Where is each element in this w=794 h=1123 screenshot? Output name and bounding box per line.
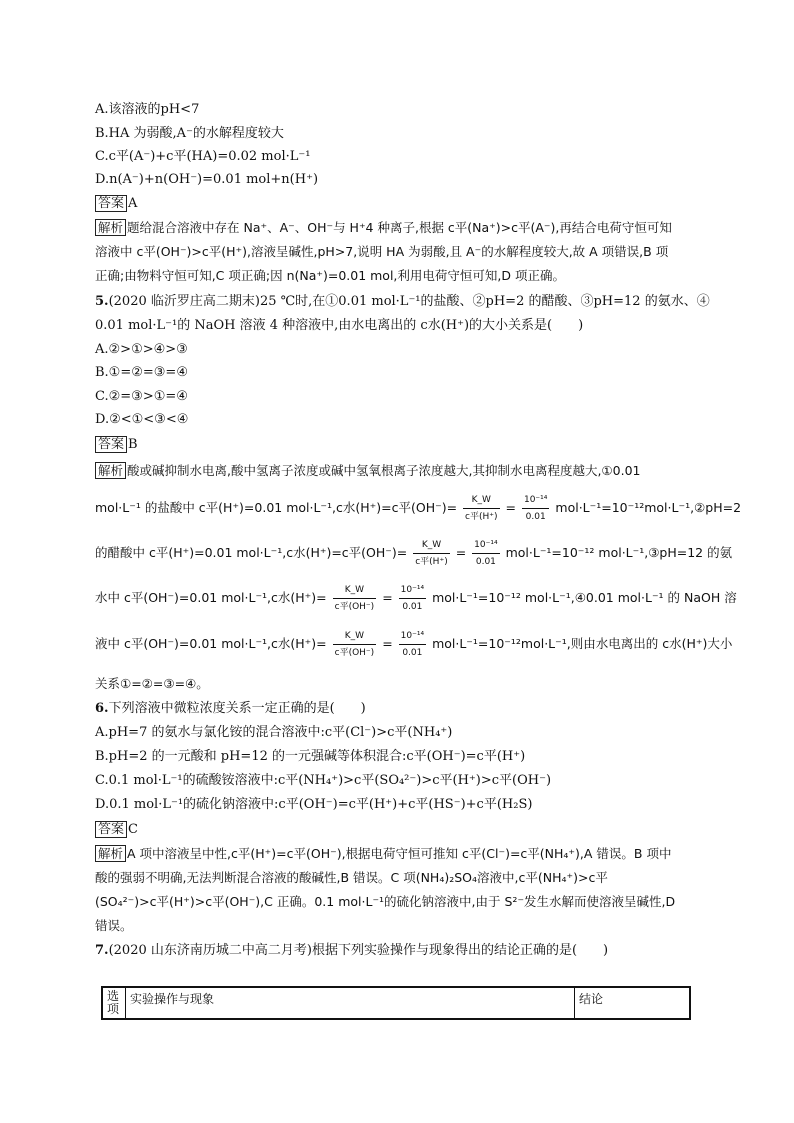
q4-option-c: C.c平(A⁻)+c平(HA)=0.02 mol·L⁻¹ [95, 149, 311, 164]
q5-analysis-line-3: 的醋酸中 c平(H⁺)=0.01 mol·L⁻¹,c水(H⁺)=c平(OH⁻)= $\frac{K\_W}{\text{c平(H⁺)}}$ = $\frac{\text{10⁻¹⁴}}{0.01}$ mol·L⁻¹=10⁻¹² mol·L⁻¹,③pH=12 的氨 [95, 537, 732, 570]
q7-table [101, 986, 691, 1020]
table-header-row [102, 987, 690, 1019]
analysis-tag: 解析 [95, 462, 126, 479]
kw-fraction: $\frac{K\_W}{\text{c平(H⁺)}}$ [463, 492, 500, 525]
q5-analysis-line-1: 解析 酸或碱抑制水电离,酸中氢离子浓度或碱中氢氧根离子浓度越大,其抑制水电离程度越大,①0.01 [95, 462, 640, 479]
analysis-tag: 解析 [95, 219, 126, 236]
q4-analysis-line-3: 正确;由物料守恒可知,C 项正确;因 n(Na⁺)=0.01 mol,利用电荷守恒可知,D 项正确。 [95, 268, 565, 283]
q4-answer-row [95, 195, 137, 212]
q5-answer: B [128, 437, 138, 452]
q6-option-b: B.pH=2 的一元酸和 pH=12 的一元强碱等体积混合:c平(OH⁻)=c平(H⁺) [95, 749, 526, 764]
q5-option-b: B.①=②=③=④ [95, 365, 188, 380]
q5-number: 5. [95, 294, 109, 309]
q5-answer-row [95, 436, 138, 453]
q6-option-a: A.pH=7 的氨水与氯化铵的混合溶液中:c平(Cl⁻)>c平(NH₄⁺) [95, 725, 453, 740]
q6-analysis-line-4: 错误。 [95, 918, 133, 933]
value-fraction: $\frac{\text{10⁻¹⁴}}{0.01}$ [399, 582, 426, 615]
q5-option-d: D.②<①<③<④ [95, 412, 189, 427]
q5-analysis-line-6: 关系①=②=③=④。 [95, 676, 209, 691]
kw-fraction: $\frac{K\_W}{\text{c平(OH⁻)}}$ [333, 628, 377, 661]
q6-option-c: C.0.1 mol·L⁻¹的硫酸铵溶液中:c平(NH₄⁺)>c平(SO₄²⁻)>c平(H⁺)>c平(OH⁻) [95, 773, 552, 788]
q5-option-a: A.②>①>④>③ [95, 342, 188, 357]
q6-analysis-line-1: 解析 A 项中溶液呈中性,c平(H⁺)=c平(OH⁻),根据电荷守恒可推知 c平(Cl⁻)=c平(NH₄⁺),A 错误。B 项中 [95, 845, 671, 862]
q4-analysis-line-1: 解析 题给混合溶液中存在 Na⁺、A⁻、OH⁻与 H⁺4 种离子,根据 c平(Na⁺)>c平(A⁻),再结合电荷守恒可知 [95, 219, 672, 236]
q5-stem-line-2: 0.01 mol·L⁻¹的 NaOH 溶液 4 种溶液中,由水电离出的 c水(H⁺)的大小关系是( ) [95, 318, 584, 333]
q7-number: 7. [95, 943, 109, 958]
q5-stem-line-1: 5.(2020 临沂罗庄高二期末)25 ℃时,在①0.01 mol·L⁻¹的盐酸、②pH=2 的醋酸、③pH=12 的氨水、④ [95, 294, 710, 309]
q6-analysis-line-2: 酸的强弱不明确,无法判断混合溶液的酸碱性,B 错误。C 项(NH₄)₂SO₄溶液中,c平(NH₄⁺)>c平 [95, 870, 608, 885]
q4-option-a: A.该溶液的pH<7 [95, 102, 200, 117]
q7-stem: 7.(2020 山东济南历城二中高二月考)根据下列实验操作与现象得出的结论正确的是( ) [95, 943, 609, 958]
kw-fraction: $\frac{K\_W}{\text{c平(H⁺)}}$ [413, 537, 450, 570]
q5-analysis-line-4: 水中 c平(OH⁻)=0.01 mol·L⁻¹,c水(H⁺)= $\frac{K\_W}{\text{c平(OH⁻)}}$ = $\frac{\text{10⁻¹⁴}}{0.01}$ mol·L⁻¹=10⁻¹² mol·L⁻¹,④0.01 mol·L⁻¹ 的 NaOH 溶 [95, 582, 737, 615]
answer-tag: 答案 [95, 436, 127, 453]
value-fraction: $\frac{\text{10⁻¹⁴}}{0.01}$ [472, 537, 499, 570]
header-operation: 实验操作与现象 [126, 987, 575, 1019]
q6-answer: C [128, 822, 138, 837]
kw-fraction: $\frac{K\_W}{\text{c平(OH⁻)}}$ [333, 582, 377, 615]
q6-number: 6. [95, 701, 109, 716]
analysis-tag: 解析 [95, 845, 126, 862]
header-option: 选 项 [102, 987, 126, 1019]
q4-option-b: B.HA 为弱酸,A⁻的水解程度较大 [95, 126, 284, 141]
value-fraction: $\frac{\text{10⁻¹⁴}}{0.01}$ [399, 628, 426, 661]
q5-analysis-line-2: mol·L⁻¹ 的盐酸中 c平(H⁺)=0.01 mol·L⁻¹,c水(H⁺)=c平(OH⁻)= $\frac{K\_W}{\text{c平(H⁺)}}$ = $\frac{\text{10⁻¹⁴}}{0.01}$ mol·L⁻¹=10⁻¹²mol·L⁻¹,②pH=2 [95, 492, 741, 525]
value-fraction: $\frac{\text{10⁻¹⁴}}{0.01}$ [522, 492, 549, 525]
answer-tag: 答案 [95, 821, 127, 838]
q6-analysis-line-3: (SO₄²⁻)>c平(H⁺)>c平(OH⁻),C 正确。0.1 mol·L⁻¹的硫化钠溶液中,由于 S²⁻发生水解而使溶液呈碱性,D [95, 894, 676, 909]
q5-option-c: C.②=③>①=④ [95, 389, 188, 404]
q4-option-d: D.n(A⁻)+n(OH⁻)=0.01 mol+n(H⁺) [95, 172, 319, 187]
q4-analysis-line-2: 溶液中 c平(OH⁻)>c平(H⁺),溶液呈碱性,pH>7,说明 HA 为弱酸,且 A⁻的水解程度较大,故 A 项错误,B 项 [95, 244, 669, 259]
q6-stem: 6.下列溶液中微粒浓度关系一定正确的是( ) [95, 701, 366, 716]
header-conclusion: 结论 [575, 987, 691, 1019]
q6-option-d: D.0.1 mol·L⁻¹的硫化钠溶液中:c平(OH⁻)=c平(H⁺)+c平(HS⁻)+c平(H₂S) [95, 797, 533, 812]
q4-answer: A [128, 196, 138, 211]
answer-tag: 答案 [95, 195, 127, 212]
q5-analysis-line-5: 液中 c平(OH⁻)=0.01 mol·L⁻¹,c水(H⁺)= $\frac{K\_W}{\text{c平(OH⁻)}}$ = $\frac{\text{10⁻¹⁴}}{0.01}$ mol·L⁻¹=10⁻¹²mol·L⁻¹,则由水电离出的 c水(H⁺)大小 [95, 628, 732, 661]
q6-answer-row [95, 821, 138, 838]
